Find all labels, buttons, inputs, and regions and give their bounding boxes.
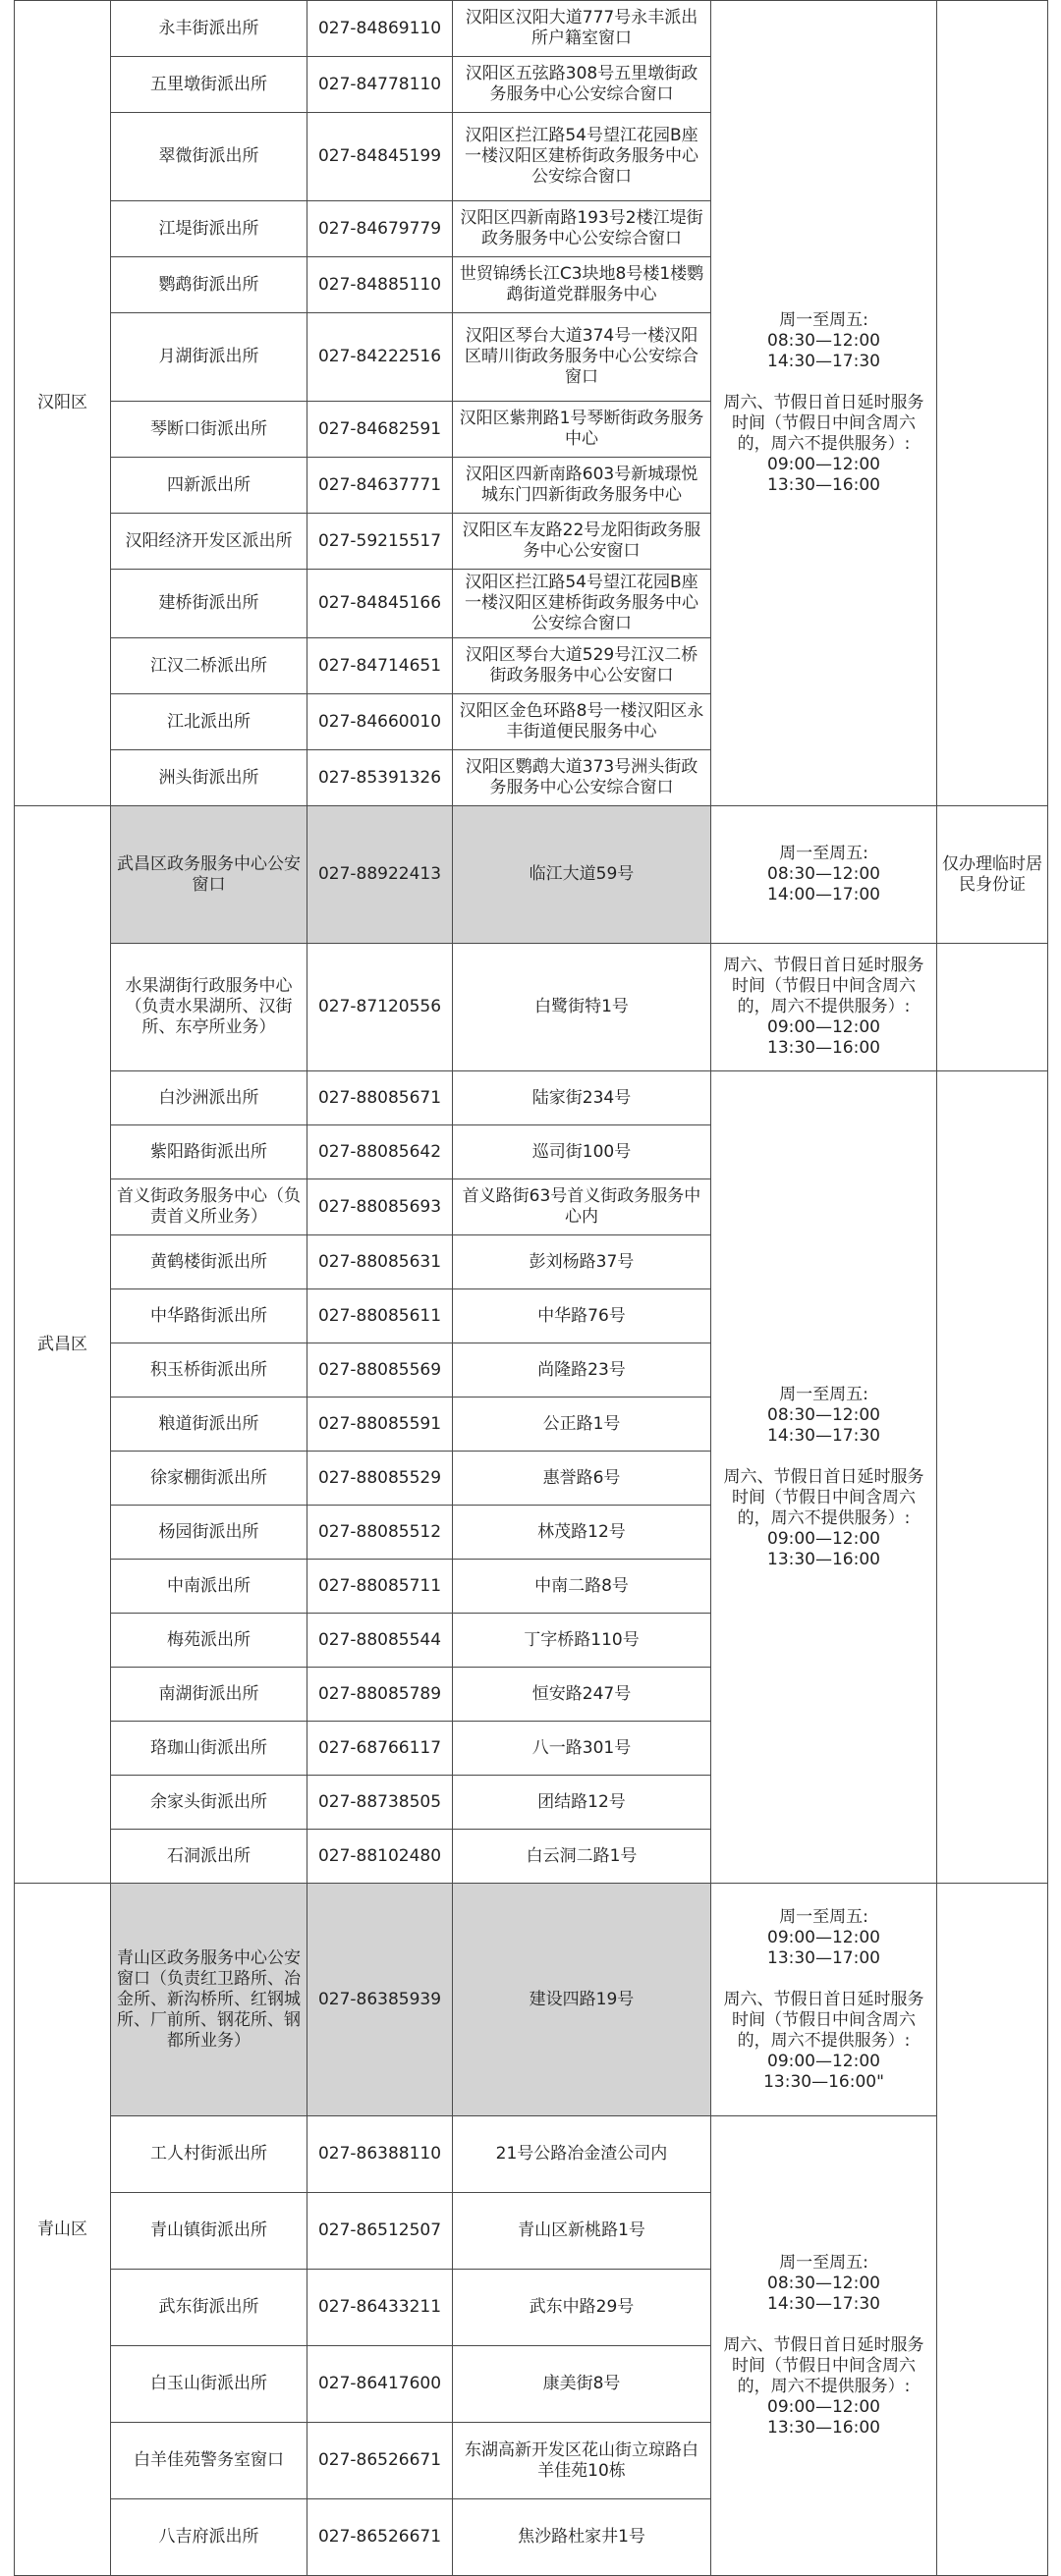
police-service-table bbox=[14, 0, 1048, 2576]
station-address: 团结路12号 bbox=[453, 1776, 711, 1830]
station-name: 黄鹤楼街派出所 bbox=[111, 1235, 307, 1289]
station-phone: 027-88085642 bbox=[307, 1125, 453, 1179]
note-cell-empty bbox=[937, 1071, 1048, 1884]
station-address: 尚隆路23号 bbox=[453, 1343, 711, 1398]
district-cell: 武昌区 bbox=[15, 806, 111, 1884]
station-name: 鹦鹉街派出所 bbox=[111, 257, 307, 313]
station-name: 五里墩街派出所 bbox=[111, 57, 307, 113]
station-address: 汉阳区车友路22号龙阳街政务服务中心公安窗口 bbox=[453, 514, 711, 570]
station-address: 丁字桥路110号 bbox=[453, 1614, 711, 1668]
station-phone: 027-84637771 bbox=[307, 458, 453, 514]
station-address: 21号公路冶金渣公司内 bbox=[453, 2116, 711, 2193]
station-phone: 027-59215517 bbox=[307, 514, 453, 570]
station-phone: 027-84845199 bbox=[307, 113, 453, 201]
station-address: 汉阳区拦江路54号望江花园B座一楼汉阳区建桥街政务服务中心公安综合窗口 bbox=[453, 113, 711, 201]
station-phone: 027-86417600 bbox=[307, 2346, 453, 2423]
note-cell-empty bbox=[937, 1884, 1048, 2576]
station-phone: 027-84682591 bbox=[307, 402, 453, 458]
note-cell-empty bbox=[937, 944, 1048, 1071]
station-phone: 027-88085512 bbox=[307, 1506, 453, 1560]
station-phone: 027-88085591 bbox=[307, 1398, 453, 1452]
station-name: 四新派出所 bbox=[111, 458, 307, 514]
station-phone: 027-86512507 bbox=[307, 2193, 453, 2270]
service-hours: 周一至周五: 08:30—12:00 14:30—17:30 周六、节假日首日延时服务时间（节假日中间含周六的，周六不提供服务）: 09:00—12:00 13:30—16:00 bbox=[711, 1, 937, 806]
station-name: 洲头街派出所 bbox=[111, 750, 307, 806]
station-address: 世贸锦绣长江C3块地8号楼1楼鹦鹉街道党群服务中心 bbox=[453, 257, 711, 313]
station-address: 汉阳区琴台大道529号江汉二桥街政务服务中心公安窗口 bbox=[453, 638, 711, 694]
station-name: 首义街政务服务中心（负责首义所业务） bbox=[111, 1179, 307, 1235]
station-name: 珞珈山街派出所 bbox=[111, 1722, 307, 1776]
station-phone: 027-88085529 bbox=[307, 1452, 453, 1506]
station-address: 临江大道59号 bbox=[453, 806, 711, 944]
station-name: 石洞派出所 bbox=[111, 1830, 307, 1884]
station-name: 江北派出所 bbox=[111, 694, 307, 750]
station-phone: 027-88085693 bbox=[307, 1179, 453, 1235]
note-cell bbox=[937, 1, 1048, 806]
station-name: 琴断口街派出所 bbox=[111, 402, 307, 458]
service-hours: 周一至周五: 08:30—12:00 14:00—17:00 bbox=[711, 806, 937, 944]
station-name: 永丰街派出所 bbox=[111, 1, 307, 57]
station-name: 八吉府派出所 bbox=[111, 2499, 307, 2576]
station-phone: 027-86433211 bbox=[307, 2270, 453, 2346]
service-hours: 周一至周五: 09:00—12:00 13:30—17:00 周六、节假日首日延时服务时间（节假日中间含周六的，周六不提供服务）: 09:00—12:00 13:30—16:00" bbox=[711, 1884, 937, 2116]
station-address: 恒安路247号 bbox=[453, 1668, 711, 1722]
station-name: 建桥街派出所 bbox=[111, 570, 307, 638]
station-address: 汉阳区琴台大道374号一楼汉阳区晴川街政务服务中心公安综合窗口 bbox=[453, 313, 711, 402]
station-name: 积玉桥街派出所 bbox=[111, 1343, 307, 1398]
station-address: 中华路76号 bbox=[453, 1289, 711, 1343]
hanyang-section bbox=[15, 1, 1048, 806]
station-phone: 027-85391326 bbox=[307, 750, 453, 806]
station-address: 汉阳区鹦鹉大道373号洲头街政务服务中心公安综合窗口 bbox=[453, 750, 711, 806]
district-cell: 青山区 bbox=[15, 1884, 111, 2576]
station-phone: 027-84222516 bbox=[307, 313, 453, 402]
station-address: 汉阳区四新南路603号新城璟悦城东门四新街政务服务中心 bbox=[453, 458, 711, 514]
station-address: 汉阳区金色环路8号一楼汉阳区永丰街道便民服务中心 bbox=[453, 694, 711, 750]
station-address: 彭刘杨路37号 bbox=[453, 1235, 711, 1289]
station-address: 汉阳区拦江路54号望江花园B座一楼汉阳区建桥街政务服务中心公安综合窗口 bbox=[453, 570, 711, 638]
station-name: 白沙洲派出所 bbox=[111, 1071, 307, 1125]
station-address: 白鹭街特1号 bbox=[453, 944, 711, 1071]
service-hours: 周六、节假日首日延时服务时间（节假日中间含周六的，周六不提供服务）: 09:00—12:00 13:30—16:00 bbox=[711, 944, 937, 1071]
station-address: 林茂路12号 bbox=[453, 1506, 711, 1560]
station-name: 水果湖街行政服务中心（负责水果湖所、汉街所、东亭所业务） bbox=[111, 944, 307, 1071]
station-name: 工人村街派出所 bbox=[111, 2116, 307, 2193]
station-name: 月湖街派出所 bbox=[111, 313, 307, 402]
station-address: 陆家街234号 bbox=[453, 1071, 711, 1125]
station-name: 青山区政务服务中心公安窗口（负责红卫路所、冶金所、新沟桥所、红钢城所、厂前所、钢花所、钢都所业务） bbox=[111, 1884, 307, 2116]
station-name: 武昌区政务服务中心公安窗口 bbox=[111, 806, 307, 944]
station-name: 白羊佳苑警务室窗口 bbox=[111, 2423, 307, 2499]
note-cell: 仅办理临时居民身份证 bbox=[937, 806, 1048, 944]
station-name: 徐家棚街派出所 bbox=[111, 1452, 307, 1506]
station-address: 建设四路19号 bbox=[453, 1884, 711, 2116]
station-phone: 027-88922413 bbox=[307, 806, 453, 944]
station-address: 汉阳区汉阳大道777号永丰派出所户籍室窗口 bbox=[453, 1, 711, 57]
station-address: 东湖高新开发区花山街立琼路白羊佳苑10栋 bbox=[453, 2423, 711, 2499]
station-address: 惠誉路6号 bbox=[453, 1452, 711, 1506]
station-address: 白云洞二路1号 bbox=[453, 1830, 711, 1884]
station-address: 巡司街100号 bbox=[453, 1125, 711, 1179]
station-name: 青山镇街派出所 bbox=[111, 2193, 307, 2270]
station-name: 白玉山街派出所 bbox=[111, 2346, 307, 2423]
station-address: 首义路街63号首义街政务服务中心内 bbox=[453, 1179, 711, 1235]
station-address: 汉阳区四新南路193号2楼江堤街政务服务中心公安综合窗口 bbox=[453, 201, 711, 257]
station-phone: 027-84714651 bbox=[307, 638, 453, 694]
station-phone: 027-88085631 bbox=[307, 1235, 453, 1289]
station-phone: 027-88085789 bbox=[307, 1668, 453, 1722]
station-address: 公正路1号 bbox=[453, 1398, 711, 1452]
station-phone: 027-84778110 bbox=[307, 57, 453, 113]
station-phone: 027-86385939 bbox=[307, 1884, 453, 2116]
station-address: 焦沙路杜家井1号 bbox=[453, 2499, 711, 2576]
station-name: 粮道街派出所 bbox=[111, 1398, 307, 1452]
district-cell: 汉阳区 bbox=[15, 1, 111, 806]
station-phone: 027-88738505 bbox=[307, 1776, 453, 1830]
station-phone: 027-84660010 bbox=[307, 694, 453, 750]
service-hours: 周一至周五: 08:30—12:00 14:30—17:30 周六、节假日首日延时服务时间（节假日中间含周六的，周六不提供服务）: 09:00—12:00 13:30—16:00 bbox=[711, 1071, 937, 1884]
station-name: 余家头街派出所 bbox=[111, 1776, 307, 1830]
station-phone: 027-86526671 bbox=[307, 2499, 453, 2576]
station-address: 青山区新桃路1号 bbox=[453, 2193, 711, 2270]
station-address: 武东中路29号 bbox=[453, 2270, 711, 2346]
qingshan-section bbox=[15, 1884, 1048, 2576]
station-phone: 027-86526671 bbox=[307, 2423, 453, 2499]
station-address: 康美街8号 bbox=[453, 2346, 711, 2423]
station-phone: 027-88085611 bbox=[307, 1289, 453, 1343]
station-name: 江堤街派出所 bbox=[111, 201, 307, 257]
station-name: 江汉二桥派出所 bbox=[111, 638, 307, 694]
wuchang-section bbox=[15, 806, 1048, 1884]
station-address: 八一路301号 bbox=[453, 1722, 711, 1776]
station-name: 杨园街派出所 bbox=[111, 1506, 307, 1560]
station-phone: 027-88102480 bbox=[307, 1830, 453, 1884]
station-name: 武东街派出所 bbox=[111, 2270, 307, 2346]
station-phone: 027-68766117 bbox=[307, 1722, 453, 1776]
station-name: 中华路街派出所 bbox=[111, 1289, 307, 1343]
station-phone: 027-84869110 bbox=[307, 1, 453, 57]
service-hours: 周一至周五: 08:30—12:00 14:30—17:30 周六、节假日首日延时服务时间（节假日中间含周六的，周六不提供服务）: 09:00—12:00 13:30—16:00 bbox=[711, 2116, 937, 2576]
station-phone: 027-88085671 bbox=[307, 1071, 453, 1125]
station-phone: 027-88085711 bbox=[307, 1560, 453, 1614]
station-phone: 027-88085544 bbox=[307, 1614, 453, 1668]
station-phone: 027-84885110 bbox=[307, 257, 453, 313]
station-phone: 027-84679779 bbox=[307, 201, 453, 257]
station-address: 中南二路8号 bbox=[453, 1560, 711, 1614]
station-phone: 027-87120556 bbox=[307, 944, 453, 1071]
station-name: 汉阳经济开发区派出所 bbox=[111, 514, 307, 570]
station-phone: 027-84845166 bbox=[307, 570, 453, 638]
station-address: 汉阳区紫荆路1号琴断街政务服务中心 bbox=[453, 402, 711, 458]
station-phone: 027-88085569 bbox=[307, 1343, 453, 1398]
station-name: 梅苑派出所 bbox=[111, 1614, 307, 1668]
station-name: 翠微街派出所 bbox=[111, 113, 307, 201]
station-name: 紫阳路街派出所 bbox=[111, 1125, 307, 1179]
station-name: 中南派出所 bbox=[111, 1560, 307, 1614]
station-phone: 027-86388110 bbox=[307, 2116, 453, 2193]
station-name: 南湖街派出所 bbox=[111, 1668, 307, 1722]
station-address: 汉阳区五弦路308号五里墩街政务服务中心公安综合窗口 bbox=[453, 57, 711, 113]
